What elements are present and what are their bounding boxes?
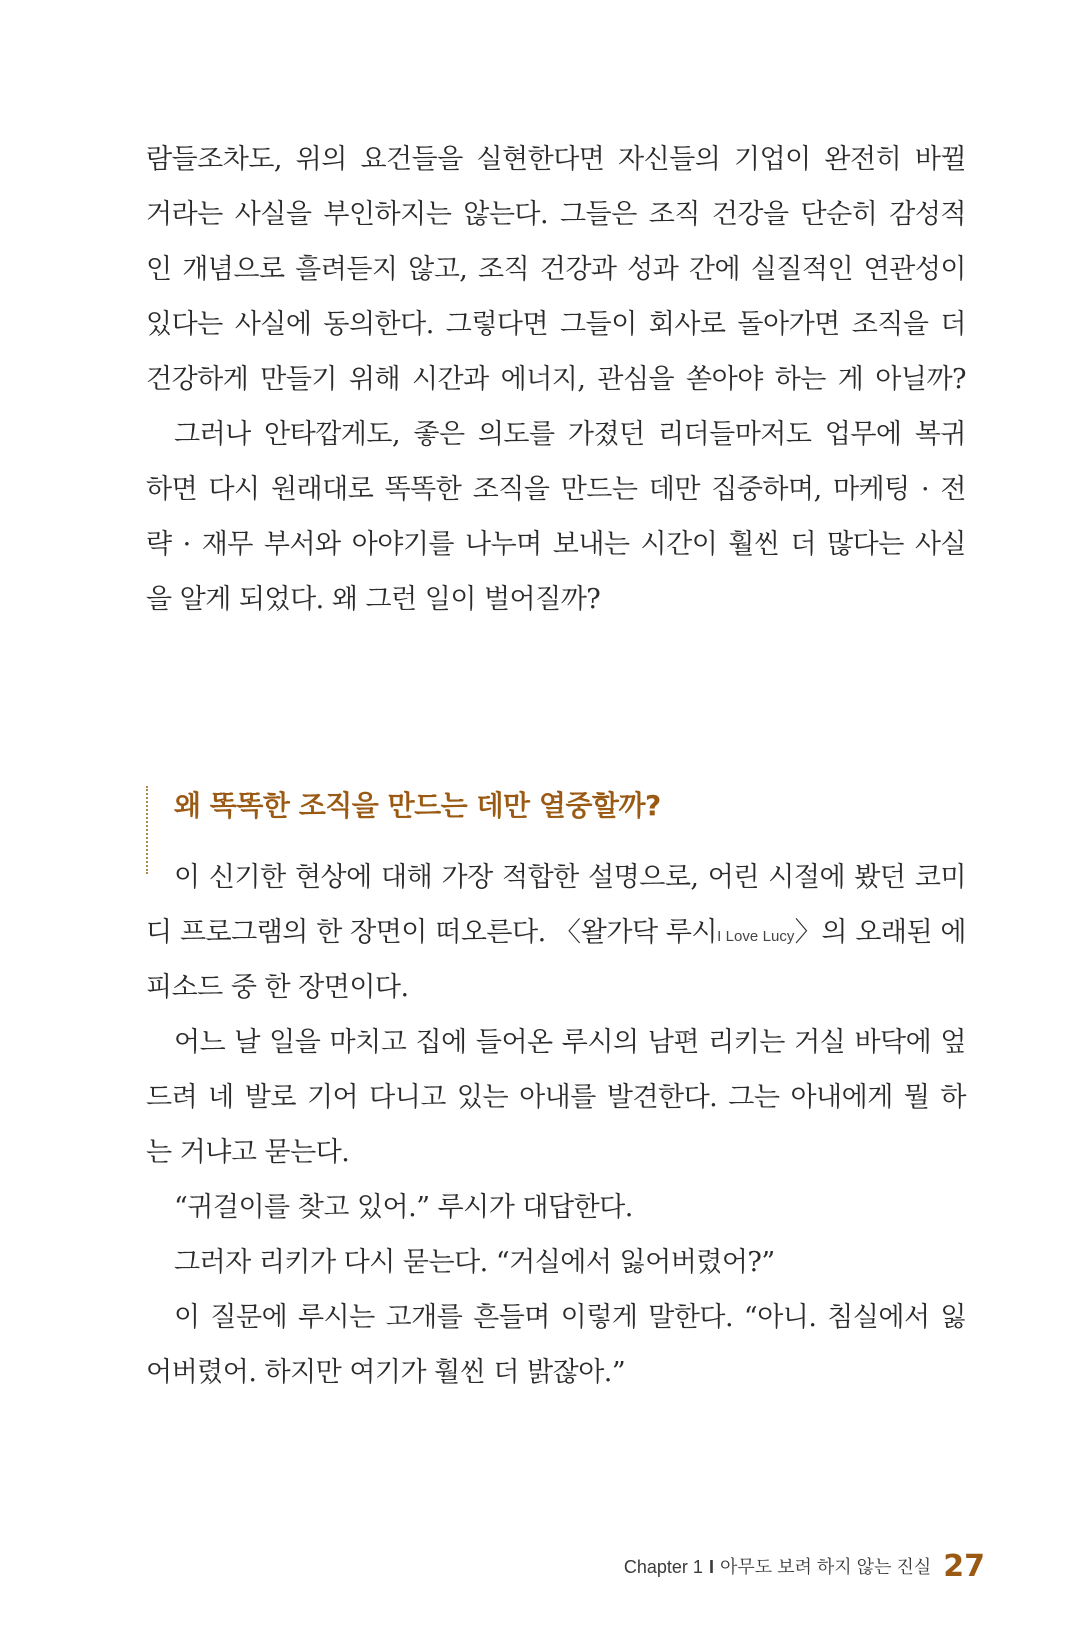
text-line: 략 · 재무 부서와 아야기를 나누며 보내는 시간이 훨씬 더 많다는 사실 xyxy=(146,529,966,560)
footer-chapter-title: 아무도 보려 하지 않는 진실 xyxy=(719,1557,932,1577)
footer-chapter: Chapter 1 xyxy=(623,1557,703,1577)
text-line: 있다는 사실에 동의한다. 그렇다면 그들이 회사로 돌아가면 조직을 더 xyxy=(146,309,966,340)
text-line: 인 개념으로 흘려듣지 않고, 조직 건강과 성과 간에 실질적인 연관성이 xyxy=(146,254,966,285)
text-line: 어버렸어. 하지만 여기가 훨씬 더 밝잖아.” xyxy=(146,1357,626,1388)
english-title: I Love Lucy xyxy=(717,928,795,945)
section-heading: 왜 똑똑한 조직을 만드는 데만 열중할까? xyxy=(174,789,661,822)
text-line: 이 질문에 루시는 고개를 흔들며 이렇게 말한다. “아니. 침실에서 잃 xyxy=(174,1302,966,1333)
text-segment: 디 프로그램의 한 장면이 떠오른다. 〈왈가닥 루시 xyxy=(146,917,718,948)
text-segment: 〉의 오래된 에 xyxy=(794,917,966,948)
text-line: 하면 다시 원래대로 똑똑한 조직을 만드는 데만 집중하며, 마케팅 · 전 xyxy=(146,474,966,505)
text-line: 어느 날 일을 마치고 집에 들어온 루시의 남편 리키는 거실 바닥에 엎 xyxy=(174,1027,966,1058)
text-line: 피소드 중 한 장면이다. xyxy=(146,972,409,1003)
text-line: 건강하게 만들기 위해 시간과 에너지, 관심을 쏟아야 하는 게 아닐까? xyxy=(146,364,966,395)
text-line: 람들조차도, 위의 요건들을 실현한다면 자신들의 기업이 완전히 바뀔 xyxy=(146,144,966,175)
text-line: 그러나 안타깝게도, 좋은 의도를 가졌던 리더들마저도 업무에 복귀 xyxy=(174,419,966,450)
footer-separator: I xyxy=(708,1557,714,1577)
page-footer xyxy=(624,1538,985,1584)
text-line: 이 신기한 현상에 대해 가장 적합한 설명으로, 어린 시절에 봤던 코미 xyxy=(174,862,966,893)
dialogue-line: 그러자 리키가 다시 묻는다. “거실에서 잃어버렸어?” xyxy=(174,1247,775,1278)
page-number: 27 xyxy=(943,1549,985,1584)
text-line xyxy=(146,913,966,953)
text-line: 드려 네 발로 기어 다니고 있는 아내를 발견한다. 그는 아내에게 뭘 하 xyxy=(146,1082,966,1113)
dialogue-line: “귀걸이를 찾고 있어.” 루시가 대답한다. xyxy=(174,1192,633,1223)
text-line: 거라는 사실을 부인하지는 않는다. 그들은 조직 건강을 단순히 감성적 xyxy=(146,199,966,230)
text-line: 는 거냐고 묻는다. xyxy=(146,1137,350,1168)
text-line: 을 알게 되었다. 왜 그런 일이 벌어질까? xyxy=(146,584,601,615)
